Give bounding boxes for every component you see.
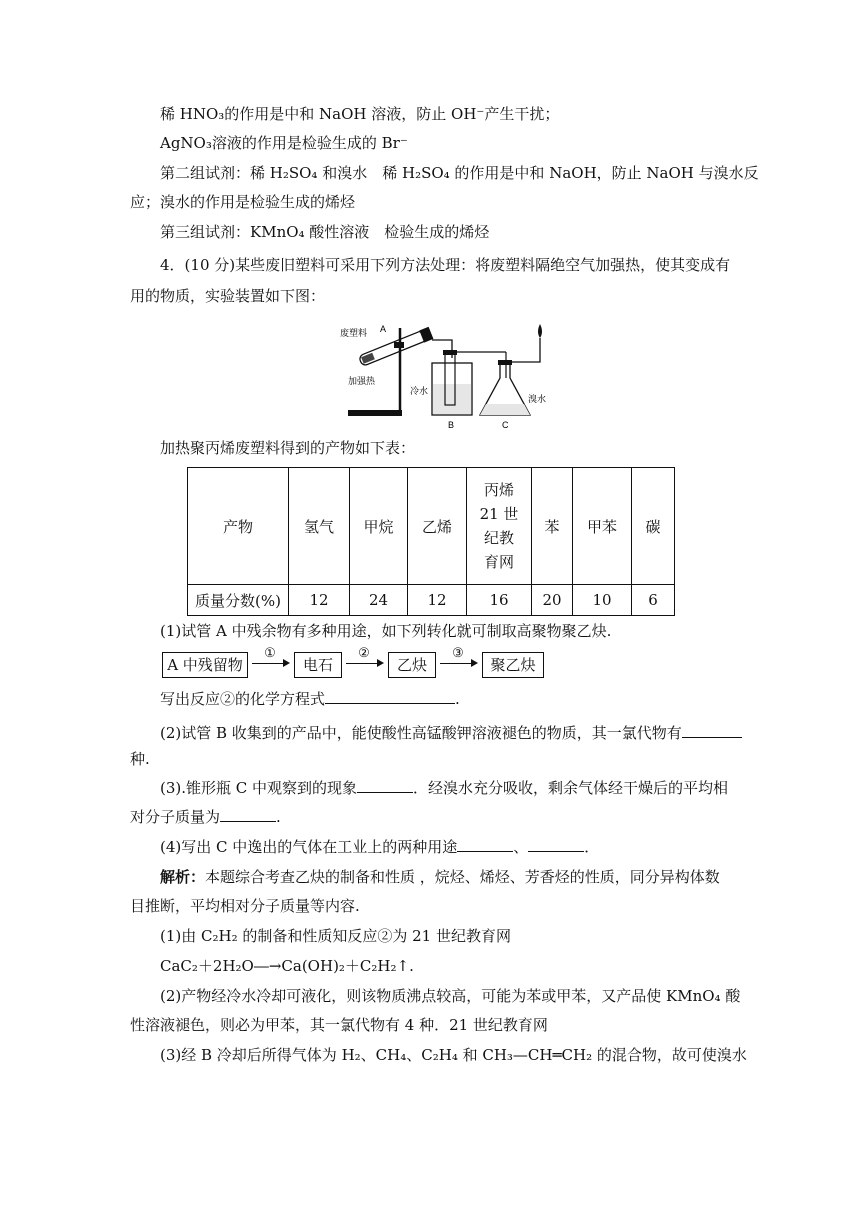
svg-text:废塑料: 废塑料 xyxy=(340,328,368,338)
table-cell: 24 xyxy=(350,585,408,616)
table-row xyxy=(188,468,675,585)
flow-box: 电石 xyxy=(294,652,342,678)
flow-box: 聚乙炔 xyxy=(482,652,544,678)
table-header-cell: 氢气 xyxy=(289,468,350,585)
text-line: 稀 HNO₃的作用是中和 NaOH 溶液，防止 OH⁻产生干扰； xyxy=(160,105,560,123)
answer-blank[interactable] xyxy=(682,723,742,738)
question-4: (4)写出 C 中逸出的气体在工业上的两种用途 、 ． xyxy=(160,838,600,856)
table-caption: 加热聚丙烯废塑料得到的产物如下表： xyxy=(160,439,416,457)
table-cell: 6 xyxy=(632,585,675,616)
text-line: 应；溴水的作用是检验生成的烯烃 xyxy=(130,193,356,211)
question-2: (2)试管 B 收集到的产品中，能使酸性高锰酸钾溶液褪色的物质，其一氯代物有 xyxy=(160,722,742,744)
table-cell: 12 xyxy=(408,585,467,616)
table-row xyxy=(188,585,675,616)
text-line: 对分子质量为 . xyxy=(130,808,281,826)
question-4-text: 4．(10 分)某些废旧塑料可采用下列方法处理：将废塑料隔绝空气加强热，使其变成有 xyxy=(160,256,731,274)
flow-box: A 中残留物 xyxy=(162,652,248,678)
table-cell: 12 xyxy=(289,585,350,616)
text-line: (3)经 B 冷却后所得气体为 H₂、CH₄、C₂H₄ 和 CH₃—CH═CH₂ 的混合物，故可使溴水 xyxy=(160,1046,747,1064)
answer-blank[interactable] xyxy=(357,778,413,793)
table-header-cell: 甲烷 xyxy=(350,468,408,585)
solution-text: 解析：本题综合考查乙炔的制备和性质 ，烷烃、烯烃、芳香烃的性质，同分异构体数 xyxy=(160,868,720,886)
text-line: 种. xyxy=(130,750,150,768)
text-line: 第三组试剂：KMnO₄ 酸性溶液 检验生成的烯烃 xyxy=(160,223,490,241)
apparatus-diagram xyxy=(340,318,560,433)
table-cell: 20 xyxy=(532,585,573,616)
table-header-cell: 碳 xyxy=(632,468,675,585)
text-line: 性溶液褪色，则必为甲苯，其一氯代物有 4 种．21 世纪教育网 xyxy=(130,1016,548,1034)
stand-base xyxy=(348,410,402,416)
table-header-cell: 甲苯 xyxy=(573,468,632,585)
flow-arrow: ① xyxy=(252,652,288,676)
text-line: 用的物质，实验装置如下图： xyxy=(130,287,326,305)
question-3: (3).锥形瓶 C 中观察到的现象 ．经溴水充分吸收，剩余气体经干燥后的平均相 xyxy=(160,779,729,797)
answer-blank[interactable] xyxy=(220,807,276,822)
table-header-cell: 苯 xyxy=(532,468,573,585)
flow-arrow: ② xyxy=(346,652,382,676)
text-line: 第二组试剂：稀 H₂SO₄ 和溴水 稀 H₂SO₄ 的作用是中和 NaOH，防止 NaOH 与溴水反 xyxy=(160,164,759,182)
table-cell: 10 xyxy=(573,585,632,616)
answer-blank[interactable] xyxy=(325,689,455,704)
question-1: (1)试管 A 中残余物有多种用途，如下列转化就可制取高聚物聚乙炔. xyxy=(160,622,612,640)
text-line: (2)产物经冷水冷却可液化，则该物质沸点较高，可能为苯或甲苯，又产品使 KMnO₄ 酸 xyxy=(160,987,741,1005)
table-cell: 16 xyxy=(467,585,532,616)
svg-text:加强热: 加强热 xyxy=(348,376,376,386)
svg-text:C: C xyxy=(502,420,509,430)
svg-text:B: B xyxy=(448,420,455,430)
flow-box: 乙炔 xyxy=(388,652,436,678)
flow-arrow: ③ xyxy=(440,652,476,676)
table-header-cell: 产物 xyxy=(188,468,289,585)
table-header-cell: 丙烯 21 世 纪教 育网 xyxy=(467,468,532,585)
text-line: 写出反应②的化学方程式 . xyxy=(160,690,460,708)
products-table xyxy=(187,467,675,616)
table-cell: 质量分数(%) xyxy=(188,585,289,616)
flame-icon xyxy=(538,324,542,338)
table-header-cell: 乙烯 xyxy=(408,468,467,585)
svg-text:A: A xyxy=(380,324,387,334)
text-line: AgNO₃溶液的作用是检验生成的 Br⁻ xyxy=(160,134,408,152)
equation-line: CaC₂＋2H₂O―→Ca(OH)₂＋C₂H₂↑. xyxy=(160,957,414,975)
text-line: 目推断，平均相对分子质量等内容. xyxy=(130,897,360,915)
svg-text:冷水: 冷水 xyxy=(410,386,429,396)
svg-text:溴水: 溴水 xyxy=(528,394,547,404)
text-line: (1)由 C₂H₂ 的制备和性质知反应②为 21 世纪教育网 xyxy=(160,927,511,945)
answer-blank[interactable] xyxy=(528,837,584,852)
answer-blank[interactable] xyxy=(457,837,513,852)
